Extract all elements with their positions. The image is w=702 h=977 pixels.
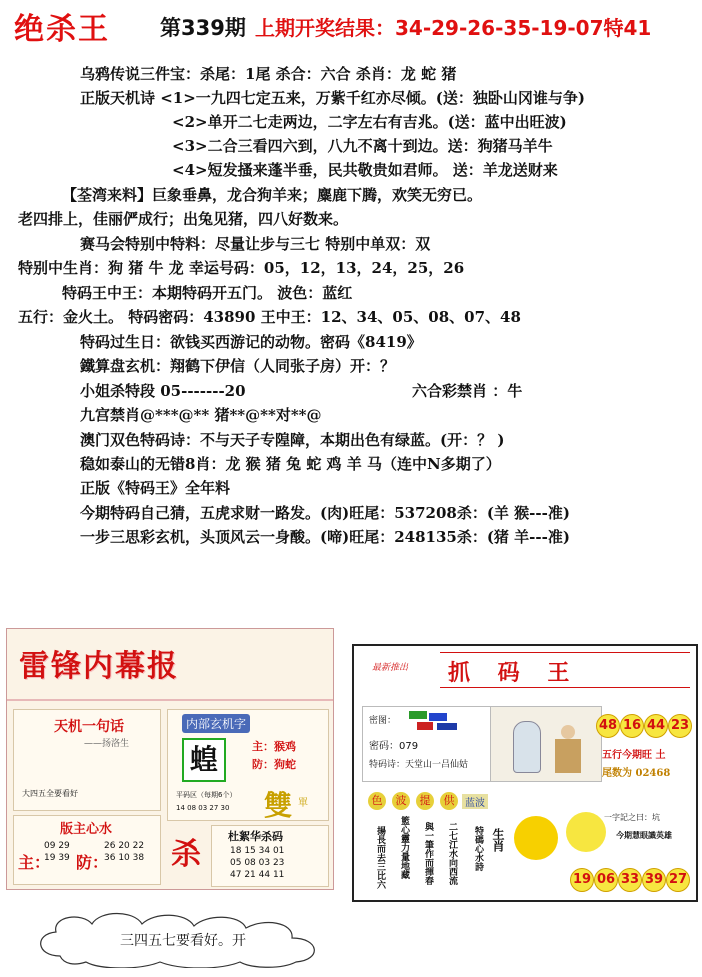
new-tag: 最新推出 (372, 663, 409, 673)
text-line: 稳如泰山的无错8肖：龙 猴 猪 兔 蛇 鸡 羊 马（连中N多期了） (80, 455, 501, 473)
area-label: 平码区（每期6个） (176, 791, 237, 799)
note-text: 一字記之曰：坑 (604, 813, 660, 822)
poem-column: 特碼心水詩 (473, 826, 483, 871)
text-line: 正版《特码王》全年料 (80, 479, 231, 497)
top-ball: 23 (668, 714, 692, 738)
text-line: 特码过生日：欲钱买西游记的动物。密码《8419》 (80, 333, 422, 351)
top-ball: 16 (620, 714, 644, 738)
text-line: 赛马会特别中特料：尽量让步与三七 特别中单双：双 (80, 235, 431, 253)
bottom-ball: 06 (594, 868, 618, 892)
five-elements: 五行今期旺 土 (602, 750, 666, 761)
double-char: 雙 (264, 789, 293, 822)
kill-row: 05 08 03 23 (230, 858, 285, 868)
bottom-ball: 19 (570, 868, 594, 892)
single-char: 單 (298, 798, 308, 809)
poem-column: 籃心靈力量地藏 (399, 816, 409, 879)
text-line: 老四排上，佳丽俨成行；出兔见猪，四八好数来。 (18, 210, 349, 228)
mystery-label: 密图： (369, 716, 397, 726)
code-box (362, 706, 492, 782)
bottom-note: 三四五七要看好。开 (120, 933, 246, 949)
left-image-panel (6, 628, 334, 890)
kill-title: 杜絮华杀码 (228, 830, 283, 843)
panel-title: 抓 码 王 (448, 660, 580, 686)
color-tag: 蓝波 (462, 794, 488, 809)
panel-title: 雷锋内幕报 (19, 649, 179, 684)
page-title: 绝杀王 (14, 12, 110, 47)
text-line: 乌鸦传说三件宝：杀尾：1尾 杀合：六合 杀肖：龙 蛇 猪 (80, 65, 457, 83)
zodiac-label: 生肖 (491, 828, 505, 852)
text-line: 正版天机诗 <1>一九四七定五来，万紫千红亦尽倾。(送：独卧山冈谁与争) (80, 89, 585, 107)
kill-char: 杀 (171, 837, 201, 872)
sun-icon (566, 812, 606, 852)
quote-note: 大四五全要看好 (22, 789, 78, 798)
color-char: 波 (392, 792, 410, 810)
text-line: 今期特码自己猜，五虎求财一路发。(肉)旺尾：537208杀：(羊 猴---准) (80, 504, 570, 522)
top-ball: 44 (644, 714, 668, 738)
text-line: <4>短发搔来蓬半垂，民共敬贵如君师。 送：羊龙送财来 (172, 161, 558, 179)
text-line: <2>单开二七走两边，二字左右有吉兆。(送：蓝中出旺波) (172, 113, 567, 131)
text-line: 一步三思彩玄机，头顶风云一身酸。(啼)旺尾：248135杀：(猪 羊---准) (80, 528, 570, 546)
text-line: 九宫禁肖@***@** 猪**@**对**@ (80, 406, 322, 424)
divider (7, 699, 333, 701)
poem-column: 與一筆作而揮春 (423, 822, 433, 885)
mystery-box (167, 709, 329, 821)
mystery-title: 内部玄机字 (182, 714, 250, 733)
main-label: 主： (18, 853, 51, 872)
top-ball: 48 (596, 714, 620, 738)
guard-numbers: 26 20 22 36 10 38 (104, 841, 145, 863)
kill-box (211, 825, 329, 887)
guard-label: 防： (76, 853, 109, 872)
note-text-2: 今期慧眼識英雄 (616, 830, 672, 840)
picture-icon (490, 706, 602, 782)
main-numbers: 09 29 19 39 (44, 841, 70, 863)
kill-row: 18 15 34 01 (230, 846, 285, 856)
mystery-figure-icon (409, 711, 461, 731)
text-line: 澳门双色特码诗：不与天子专隍障，本期出色有绿蓝。(开：？ ) (80, 431, 505, 449)
mystery-word: 蝗 (182, 738, 226, 782)
kill-row: 47 21 44 11 (230, 870, 285, 880)
main-zodiac: 主：猴鸡 (252, 740, 296, 753)
text-line: 小姐杀特段 05-------20 (80, 382, 246, 400)
text-line: 六合彩禁肖 ：牛 (412, 382, 523, 400)
text-line: 五行：金火土。 特码密码：43890 王中王：12、34、05、08、07、48 (18, 308, 521, 326)
poem-column: 二七江水向西流 (447, 822, 457, 885)
special-line: 特码诗：天堂山一吕仙姑 (369, 760, 469, 770)
bottom-ball: 33 (618, 868, 642, 892)
tail-numbers: 尾数为 02468 (602, 768, 671, 779)
poem-column: 揚長而去三比六 (375, 826, 385, 889)
quote-author: ——扬洛生 (84, 739, 130, 749)
area-numbers: 14 08 03 27 30 (176, 804, 230, 812)
quote-title: 天机一句话 (54, 719, 124, 735)
sun-icon (514, 816, 558, 860)
text-line: 特别中生肖：狗 猪 牛 龙 幸运号码：05，12，13，24，25，26 (18, 259, 465, 277)
guard-zodiac: 防：狗蛇 (252, 758, 296, 771)
bottom-ball: 27 (666, 868, 690, 892)
quote-box (13, 709, 161, 811)
color-char: 色 (368, 792, 386, 810)
color-char: 提 (416, 792, 434, 810)
text-line: 特码王中王：本期特码开五门。 波色：蓝红 (62, 284, 353, 302)
pick-title: 版主心水 (60, 822, 113, 837)
last-result: 上期开奖结果：34-29-26-35-19-07特41 (255, 16, 652, 40)
bottom-ball: 39 (642, 868, 666, 892)
text-line: <3>二合三看四六到，八九不离十到边。送：狗猪马羊牛 (172, 137, 553, 155)
issue-number: 第339期 (160, 16, 246, 40)
code-line: 密码：079 (369, 741, 419, 752)
text-line: 鐵算盘玄机：翔鹤下伊信（人同张子房）开：？ (80, 357, 396, 375)
pick-box (13, 815, 161, 885)
color-char: 供 (440, 792, 458, 810)
right-image-panel (352, 644, 698, 902)
text-line: 【荃湾来料】巨象垂鼻，龙合狗羊来；麋鹿下腾，欢笑无穷已。 (62, 186, 483, 204)
